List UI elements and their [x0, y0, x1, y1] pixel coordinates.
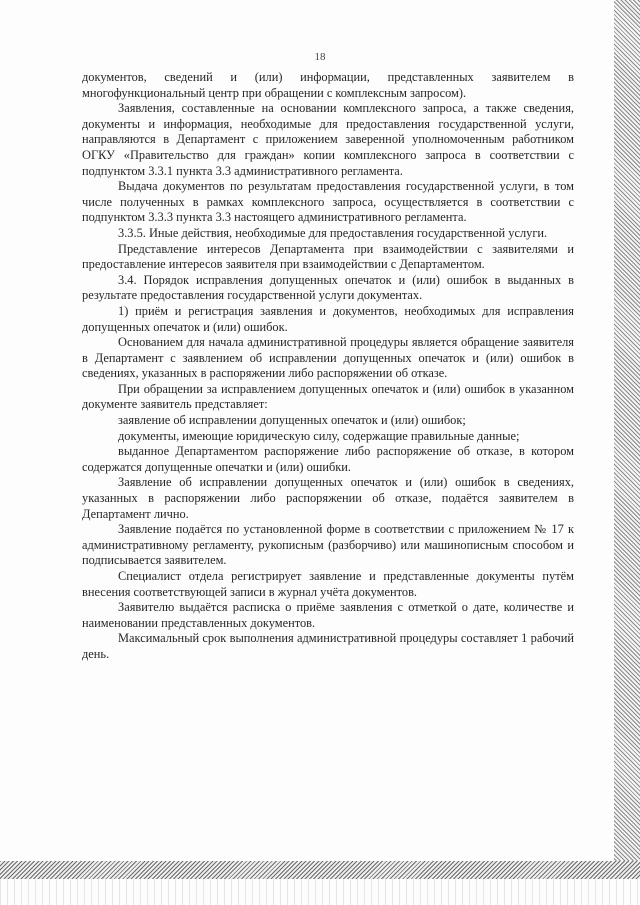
paragraph: Максимальный срок выполнения административной процедуры составляет 1 рабочий день.	[82, 631, 574, 661]
paragraph: документы, имеющие юридическую силу, содержащие правильные данные;	[118, 428, 520, 443]
scan-edge-bottom	[0, 861, 640, 879]
paragraph: Выдача документов по результатам предоставления государственной услуги, в том числе полученных в рамках комплексного запроса, осуществляется в соответствии с подпунктом 3.3.3 пункта 3.3 настоящего административного регламента.	[82, 179, 574, 225]
paragraph: документов, сведений и (или) информации, представленных заявителем в многофункциональный центр при обращении с комплексным запросом).	[82, 70, 574, 100]
paragraph: Заявление подаётся по установленной форме в соответствии с приложением № 17 к административному регламенту, рукописным (разборчиво) или машинописным способом и подписывается заявителем.	[82, 522, 574, 568]
page-number: 18	[314, 51, 326, 63]
paragraph: Заявления, составленные на основании комплексного запроса, а также сведения, документы и информация, необходимые для предоставления государственной услуги, направляются в Департамент с приложением заверенной уполномоченным работником ОГКУ «Правительство для граждан» копии комплексного запроса в соответствии с подпунктом 3.3.1 пункта 3.3 административного регламента.	[82, 101, 574, 178]
paragraph: Специалист отдела регистрирует заявление и представленные документы путём внесения соответствующей записи в журнал учёта документов.	[82, 569, 574, 599]
paragraph: 3.4. Порядок исправления допущенных опечаток и (или) ошибок в выданных в результате предоставления государственной услуги документах.	[82, 272, 574, 303]
paragraph: Заявление об исправлении допущенных опечаток и (или) ошибок в сведениях, указанных в распоряжении либо распоряжении об отказе, подаётся заявителем в Департамент лично.	[82, 475, 574, 521]
paragraph: заявление об исправлении допущенных опечаток и (или) ошибок;	[118, 413, 466, 428]
paragraph: Основанием для начала административной процедуры является обращение заявителя в Департамент с заявлением об исправлении допущенных опечаток и (или) ошибок в сведениях, указанных в распоряжении либо распоряжении об отказе.	[82, 335, 574, 381]
paragraph: При обращении за исправлением допущенных опечаток и (или) ошибок в указанном документе заявитель представляет:	[82, 381, 574, 412]
paragraph: Представление интересов Департамента при взаимодействии с заявителями и предоставление интересов заявителя при взаимодействии с Департаментом.	[82, 241, 574, 272]
paragraph: 1) приём и регистрация заявления и документов, необходимых для исправления допущенных опечаток и (или) ошибок.	[82, 303, 574, 334]
paragraph: 3.3.5. Иные действия, необходимые для предоставления государственной услуги.	[118, 225, 548, 240]
paragraph: Заявителю выдаётся расписка о приёме заявления с отметкой о дате, количестве и наименовании представленных документов.	[82, 600, 574, 630]
scan-noise-bottom	[0, 879, 640, 905]
scan-edge-right	[614, 0, 640, 872]
paragraph: выданное Департаментом распоряжение либо распоряжение об отказе, в котором содержатся допущенные опечатки и (или) ошибки.	[82, 444, 574, 474]
document-body	[82, 70, 574, 663]
